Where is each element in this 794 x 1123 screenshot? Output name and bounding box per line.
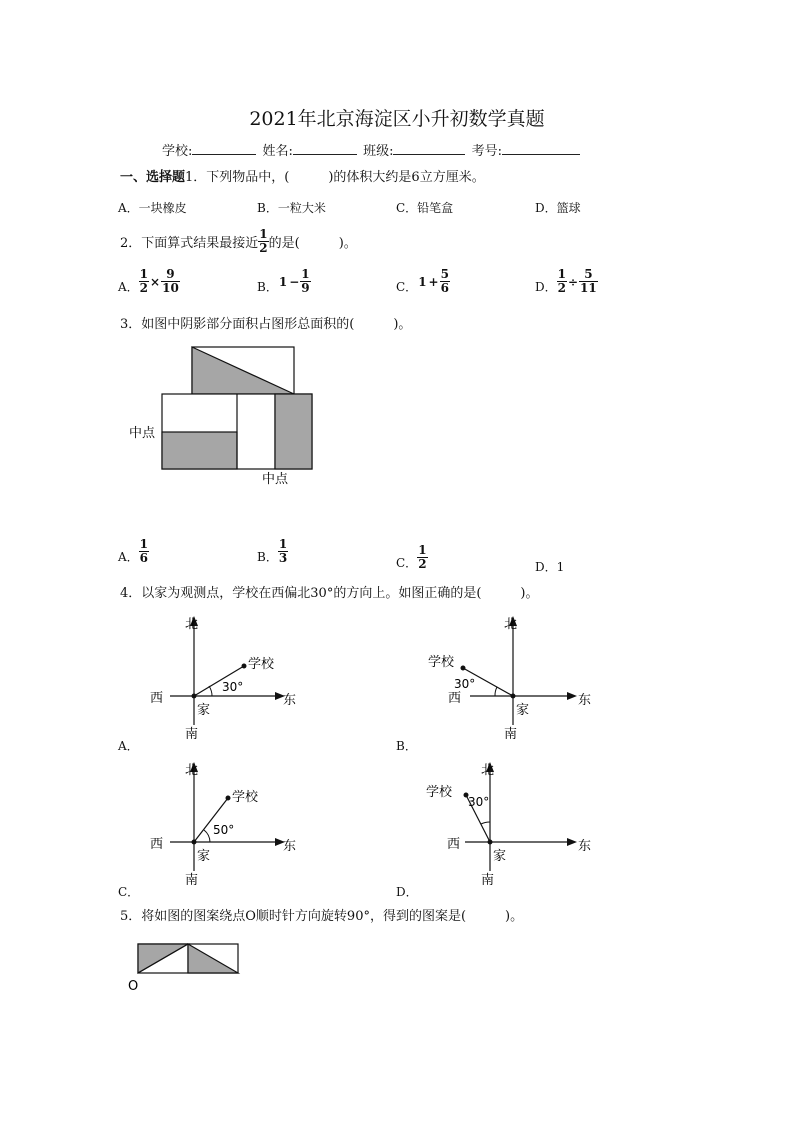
q3-option-a[interactable]: A． $\frac{1}{6}$: [118, 537, 149, 565]
school-label: 学校: [232, 790, 259, 805]
section-heading: 一、选择题: [120, 170, 186, 185]
south-label: 南: [481, 873, 495, 886]
question-2-text-b: 的是( )。: [268, 236, 357, 251]
q3-midpoint-label-bottom: 中点: [262, 472, 289, 487]
east-label: 东: [283, 839, 297, 854]
west-label: 西: [447, 837, 461, 852]
q3-figure: [120, 340, 340, 490]
question-5-text: 5．将如图的图案绕点O顺时针方向旋转90°，得到的图案是( )。: [120, 909, 524, 924]
school-label: 学校: [428, 655, 455, 670]
q3-option-c[interactable]: C． $\frac{1}{2}$: [396, 543, 427, 571]
q3-midpoint-label-left: 中点: [129, 426, 156, 441]
q5-pattern-figure: [122, 938, 252, 996]
q2-option-c[interactable]: C．1 + $\frac{5}{6}$: [396, 267, 449, 295]
q1-option-a[interactable]: A．一块橡皮: [118, 201, 187, 215]
q3-shaded-left: [162, 432, 237, 469]
class-blank[interactable]: [393, 142, 465, 155]
q2-option-d[interactable]: D． $\frac{1}{2}$ ÷ $\frac{5}{11}$: [535, 267, 597, 295]
q3-shaded-right: [275, 394, 312, 469]
north-label: 北: [504, 617, 518, 632]
q4-option-a[interactable]: A．: [118, 739, 139, 753]
fraction-one-half: $\frac{1}{2}$: [259, 227, 268, 255]
west-label: 西: [150, 837, 164, 852]
q1-option-d[interactable]: D．篮球: [535, 201, 581, 215]
q4-option-d[interactable]: D．: [396, 885, 418, 899]
north-label: 北: [185, 617, 199, 632]
q4-diagram-a: [140, 610, 310, 740]
angle-label: 50°: [213, 823, 235, 837]
q1-option-c[interactable]: C．铅笔盒: [396, 201, 454, 215]
west-label: 西: [448, 691, 462, 706]
school-blank[interactable]: [192, 142, 256, 155]
q4-diagram-b: [420, 610, 600, 740]
east-label: 东: [283, 693, 297, 708]
question-1: [120, 166, 485, 185]
south-label: 南: [185, 873, 199, 886]
angle-label: 30°: [454, 677, 476, 691]
question-4-text: 4．以家为观测点，学校在西偏北30°的方向上。如图正确的是( )。: [120, 586, 539, 601]
east-label: 东: [578, 693, 592, 708]
question-3-text: 3．如图中阴影部分面积占图形总面积的( )。: [120, 317, 412, 332]
south-label: 南: [504, 727, 518, 740]
q4-diagram-d: [420, 756, 600, 886]
north-label: 北: [481, 763, 495, 778]
south-label: 南: [185, 727, 199, 740]
east-label: 东: [578, 839, 592, 854]
exam-no-label: 考号:: [471, 144, 502, 159]
q3-option-b[interactable]: B． $\frac{1}{3}$: [257, 537, 288, 565]
q1-option-b[interactable]: B．一粒大米: [257, 201, 326, 215]
school-label: 学校:: [162, 144, 193, 159]
q4-option-c[interactable]: C．: [118, 885, 140, 899]
west-label: 西: [150, 691, 164, 706]
q4-option-b[interactable]: B．: [396, 739, 417, 753]
question-2: [120, 228, 357, 255]
q4-diagram-c: [140, 756, 310, 886]
question-2-text-a: 2．下面算式结果最接近: [120, 236, 259, 251]
name-label: 姓名:: [262, 144, 293, 159]
name-blank[interactable]: [293, 142, 357, 155]
question-1-text: 1．下列物品中，( )的体积大约是6立方厘米。: [185, 170, 485, 185]
north-label: 北: [185, 763, 199, 778]
angle-label: 30°: [222, 680, 244, 694]
exam-no-blank[interactable]: [502, 142, 580, 155]
page-title: 2021年北京海淀区小升初数学真题: [249, 108, 545, 130]
student-info-line: [162, 140, 582, 159]
home-label: 家: [516, 703, 530, 718]
q3-option-d[interactable]: D．1: [535, 560, 565, 574]
home-label: 家: [197, 703, 211, 718]
q2-option-b[interactable]: B．1 − $\frac{1}{9}$: [257, 267, 310, 295]
point-o-label: O: [128, 979, 139, 994]
class-label: 班级:: [363, 144, 394, 159]
school-label: 学校: [248, 657, 275, 672]
home-label: 家: [493, 849, 507, 864]
home-label: 家: [197, 849, 211, 864]
q2-option-a[interactable]: A． $\frac{1}{2}$ × $\frac{9}{10}$: [118, 267, 179, 295]
angle-label: 30°: [468, 795, 490, 809]
school-label: 学校: [426, 785, 453, 800]
